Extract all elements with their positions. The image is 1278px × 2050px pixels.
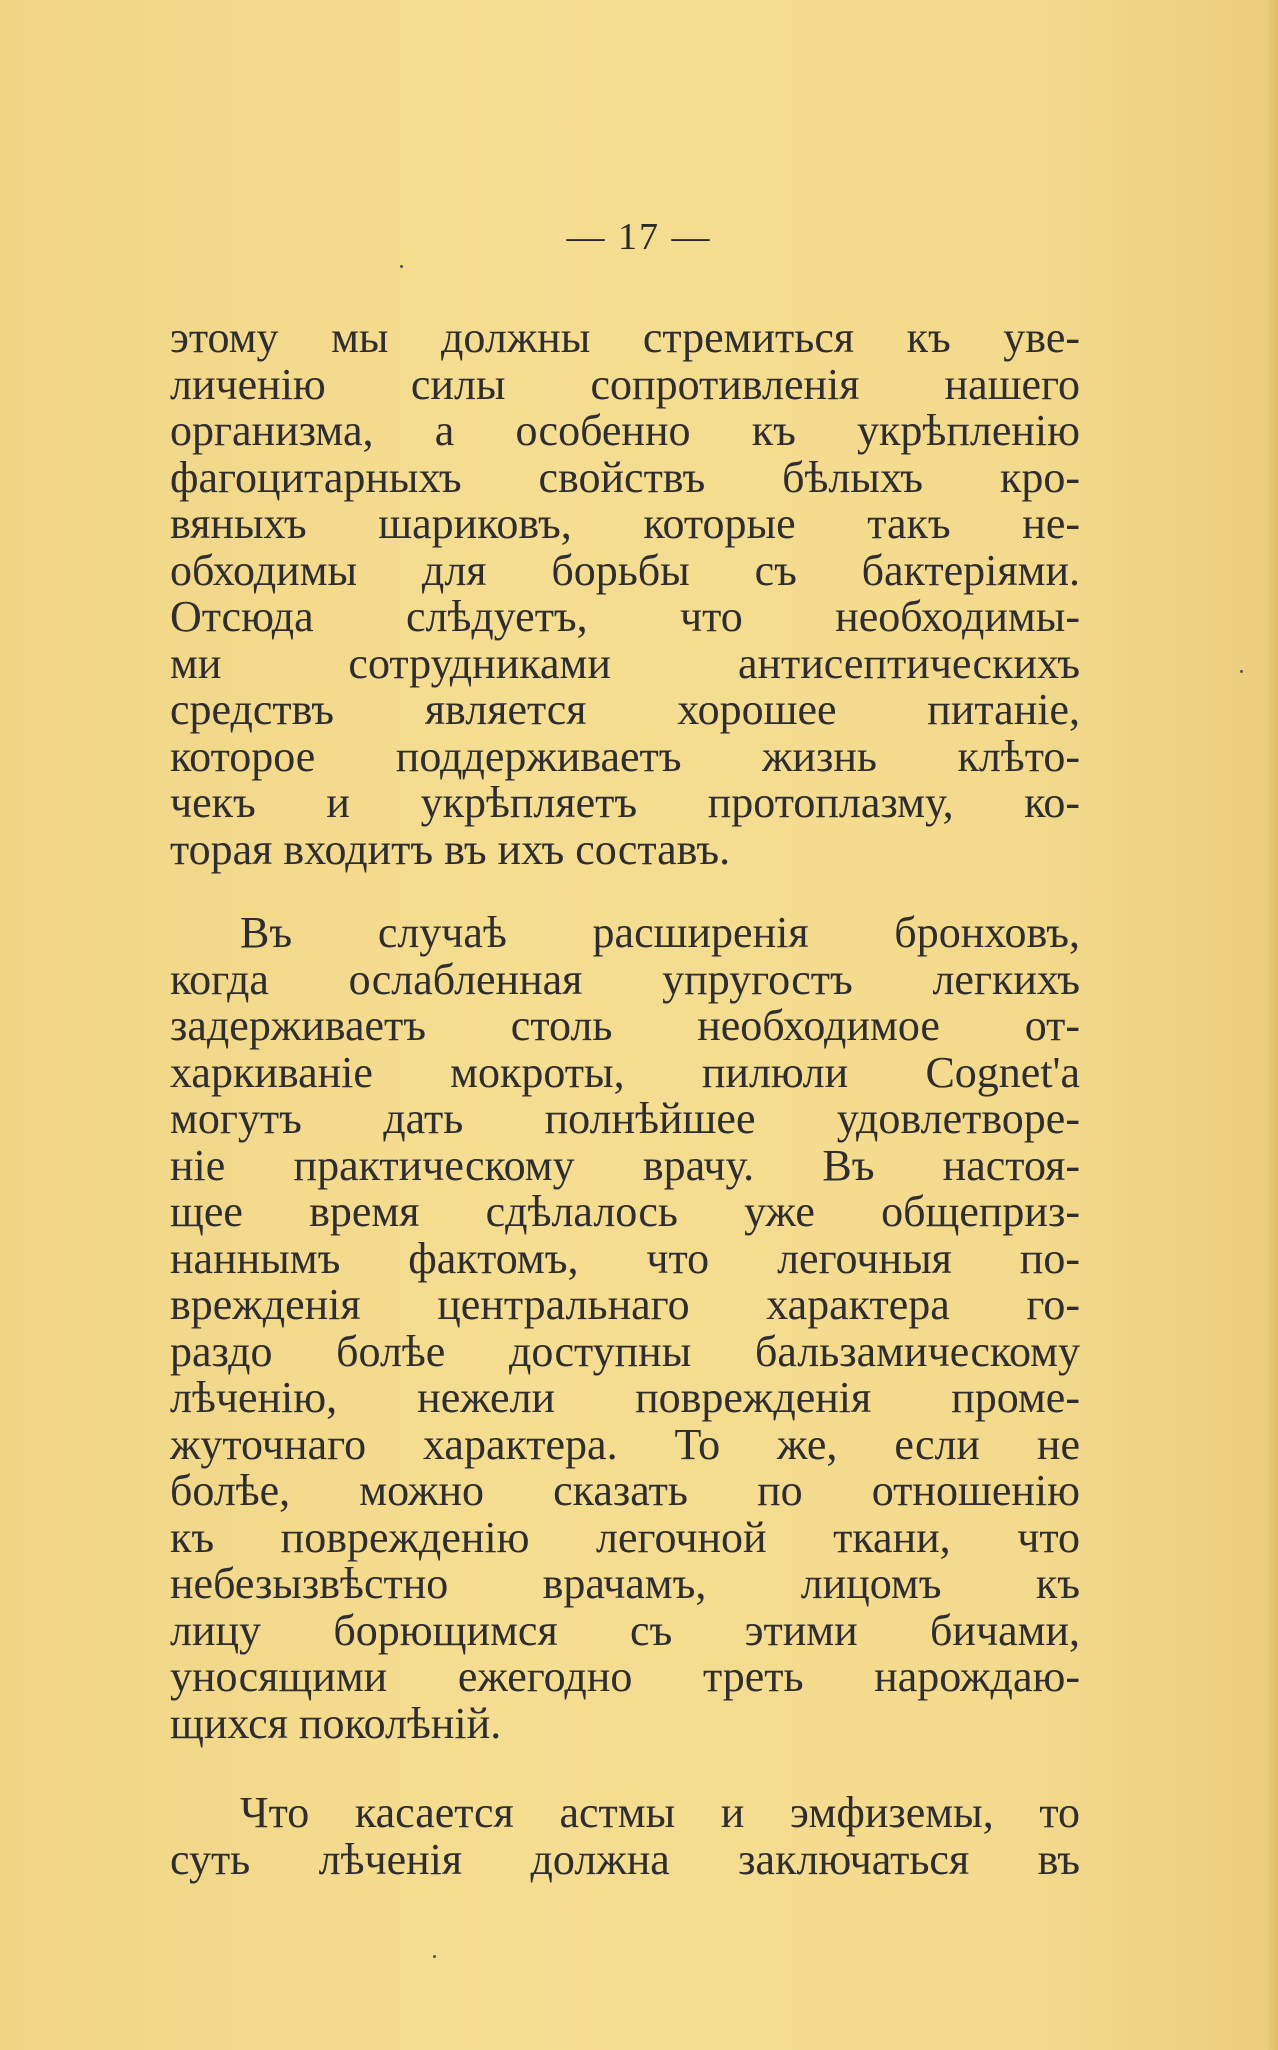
text-line: къ поврежденію легочной ткани, что [170, 1512, 1080, 1562]
text-line: Въ случаѣ расширенія бронховъ, [240, 908, 1080, 957]
paper-speck [433, 1955, 436, 1958]
text-line: могутъ дать полнѣйшее удовлетворе- [170, 1094, 1080, 1143]
text-line: когда ослабленная упругостъ легкихъ [170, 954, 1080, 1004]
text-line: лицу борющимся съ этими бичами, [170, 1605, 1080, 1655]
text-line: уносящими ежегодно треть нарождаю- [170, 1652, 1080, 1701]
text-line: болѣе, можно сказать по отношенію [170, 1466, 1080, 1515]
text-line: торая входитъ въ ихъ составъ. [170, 824, 731, 874]
paper-speck [1240, 670, 1243, 673]
paper-speck [400, 265, 403, 268]
text-line: ми сотрудниками антисептическихъ [170, 638, 1080, 688]
text-line: раздо болѣе доступны бальзамическому [170, 1326, 1080, 1376]
text-line: жуточнаго характера. То же, если не [170, 1419, 1080, 1469]
text-line: вяныхъ шариковъ, которые такъ не- [170, 499, 1080, 548]
text-line: чекъ и укрѣпляетъ протоплазму, ко- [170, 778, 1080, 827]
text-line: которое поддерживаетъ жизнь клѣто- [170, 731, 1080, 781]
text-line: харкиваніе мокроты, пилюли Cognet'a [170, 1047, 1080, 1097]
page-number: — 17 — [566, 216, 712, 258]
text-line: этому мы должны стремиться къ уве- [170, 313, 1080, 362]
text-line: врежденія центральнаго характера го- [170, 1280, 1080, 1329]
paragraph-3 [170, 1790, 1080, 1883]
text-line: небезызвѣстно врачамъ, лицомъ къ [170, 1559, 1080, 1608]
text-line: ніе практическому врачу. Въ настоя- [170, 1140, 1080, 1190]
paragraph-2 [170, 910, 1080, 1747]
text-line: Отсюда слѣдуетъ, что необходимы- [170, 592, 1080, 641]
text-line: задерживаетъ столь необходимое от- [170, 1001, 1080, 1050]
text-line: щихся поколѣній. [170, 1698, 502, 1748]
text-line: наннымъ фактомъ, что легочныя по- [170, 1233, 1080, 1283]
text-line: обходимы для борьбы съ бактеріями. [170, 545, 1080, 595]
text-line: фагоцитарныхъ свойствъ бѣлыхъ кро- [170, 452, 1080, 502]
text-line: средствъ является хорошее питаніе, [170, 685, 1080, 734]
text-line: Что касается астмы и эмфиземы, то [240, 1788, 1080, 1837]
paragraph-1 [170, 315, 1080, 873]
text-line: личенію силы сопротивленія нашего [170, 359, 1080, 409]
page-edge [1268, 0, 1278, 2050]
text-line: лѣченію, нежели поврежденія проме- [170, 1373, 1080, 1422]
text-line: щее время сдѣлалось уже общеприз- [170, 1187, 1080, 1236]
text-line: организма, а особенно къ укрѣпленію [170, 406, 1080, 455]
text-line: суть лѣченія должна заключаться въ [170, 1834, 1080, 1884]
